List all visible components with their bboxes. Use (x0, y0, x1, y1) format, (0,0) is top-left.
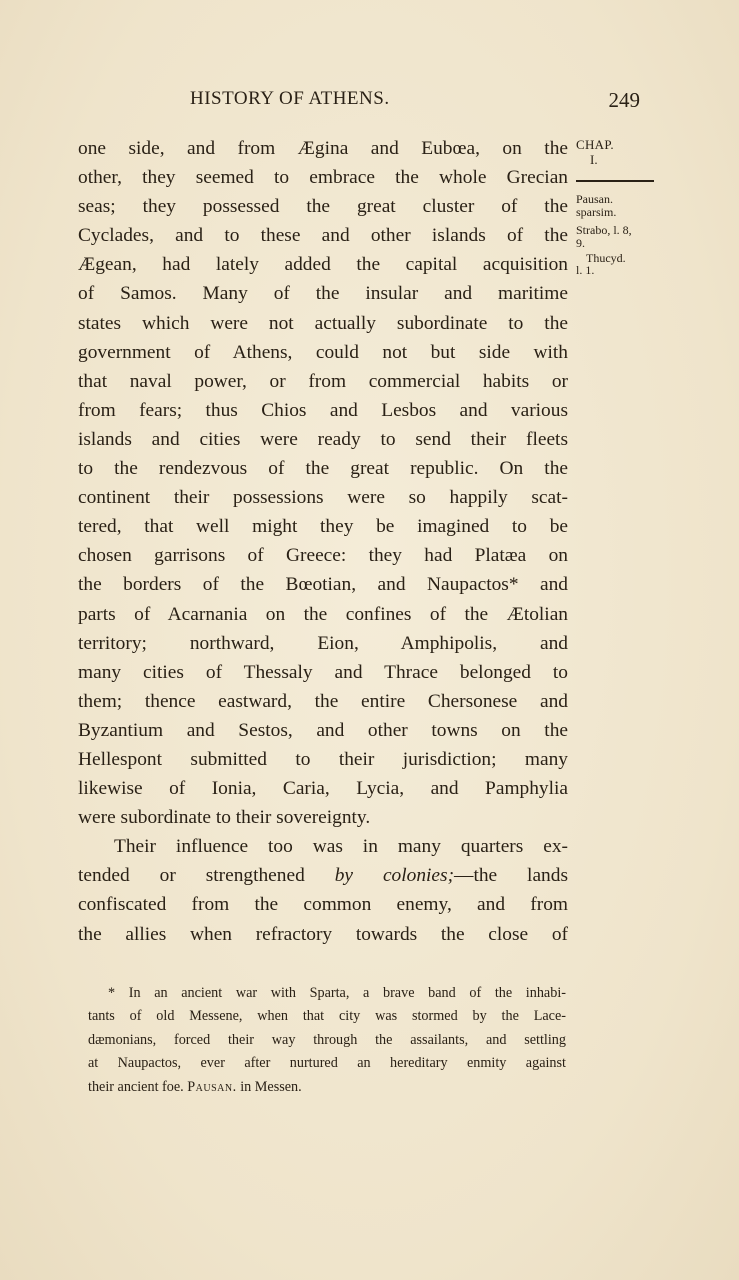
page-number: 249 (608, 88, 640, 112)
paragraph-start-line: Their influence too was in many quarters ex- (114, 836, 568, 858)
text-line-with-italic (78, 861, 568, 890)
text-line: parts of Acarnania on the confines of the Ætolian (78, 603, 568, 625)
text-line: confiscated from the common enemy, and from (78, 894, 568, 916)
text-line: the allies when refractory towards the close of (78, 923, 568, 945)
running-title: HISTORY OF ATHENS. (190, 88, 390, 109)
text-line: islands and cities were ready to send their fleets (78, 428, 568, 450)
text-line: other, they seemed to embrace the whole Grecian (78, 167, 568, 189)
text-line: chosen garrisons of Greece: they had Platæa on (78, 545, 568, 567)
text-line: likewise of Ionia, Caria, Lycia, and Pamphylia (78, 778, 568, 800)
text-line: many cities of Thessaly and Thrace belonged to (78, 661, 568, 683)
text-line: were subordinate to their sovereignty. (78, 807, 371, 829)
text-line: seas; they possessed the great cluster of the (78, 196, 568, 218)
margin-note-thucyd-cont: l. 1. (576, 263, 595, 277)
text-line: tered, that well might they be imagined to be (78, 516, 568, 538)
text-line: government of Athens, could not but side with (78, 341, 568, 363)
text-run: in Messen. (236, 1078, 302, 1095)
italic-phrase: by colonies; (334, 865, 455, 887)
chapter-rule (576, 180, 654, 182)
footnote-line: tants of old Messene, when that city was stormed by the Lace- (88, 1008, 566, 1025)
footnote (88, 982, 566, 1099)
text-line: territory; northward, Eion, Amphipolis, and (78, 632, 568, 654)
margin-note-strabo: Strabo, l. 8, (576, 223, 632, 237)
margin-note-pausan: Pausan. (576, 192, 613, 206)
footnote-line: dæmonians, forced their way through the assailants, and settling (88, 1031, 566, 1048)
margin-note-pausan-cont: sparsim. (576, 205, 617, 219)
text-line: states which were not actually subordinate to the (78, 312, 568, 334)
footnote-line (88, 1076, 566, 1099)
margin-note-thucyd: Thucyd. (586, 251, 626, 265)
page-header (190, 88, 640, 118)
text-line: the borders of the Bœotian, and Naupactos* and (78, 574, 568, 596)
text-line: continent their possessions were so happily scat- (78, 487, 568, 509)
text-line: Ægean, had lately added the capital acquisition (78, 254, 568, 276)
text-line: Hellespont submitted to their jurisdiction; many (78, 748, 568, 770)
text-line: of Samos. Many of the insular and maritime (78, 283, 568, 305)
footnote-line: at Naupactos, ever after nurtured an hereditary enmity against (88, 1055, 566, 1072)
text-line: Cyclades, and to these and other islands of the (78, 225, 568, 247)
text-line: to the rendezvous of the great republic. On the (78, 458, 568, 480)
source-citation: Pausan. (187, 1078, 237, 1095)
text-run: tended or strengthened (78, 865, 335, 887)
chapter-label: CHAP. (576, 137, 614, 152)
text-line: them; thence eastward, the entire Chersonese and (78, 690, 568, 712)
footnote-line: * In an ancient war with Sparta, a brave band of the inhabi- (108, 985, 566, 1001)
text-line: from fears; thus Chios and Lesbos and various (78, 399, 568, 421)
text-run: —the lands (454, 865, 568, 887)
text-line: one side, and from Ægina and Eubœa, on the (78, 138, 568, 159)
main-text (78, 134, 568, 949)
text-run: their ancient foe. (88, 1078, 188, 1095)
chapter-number: I. (590, 152, 598, 167)
text-line: Byzantium and Sestos, and other towns on the (78, 719, 568, 741)
margin-note-strabo-cont: 9. (576, 236, 585, 250)
text-line: that naval power, or from commercial habits or (78, 370, 568, 392)
